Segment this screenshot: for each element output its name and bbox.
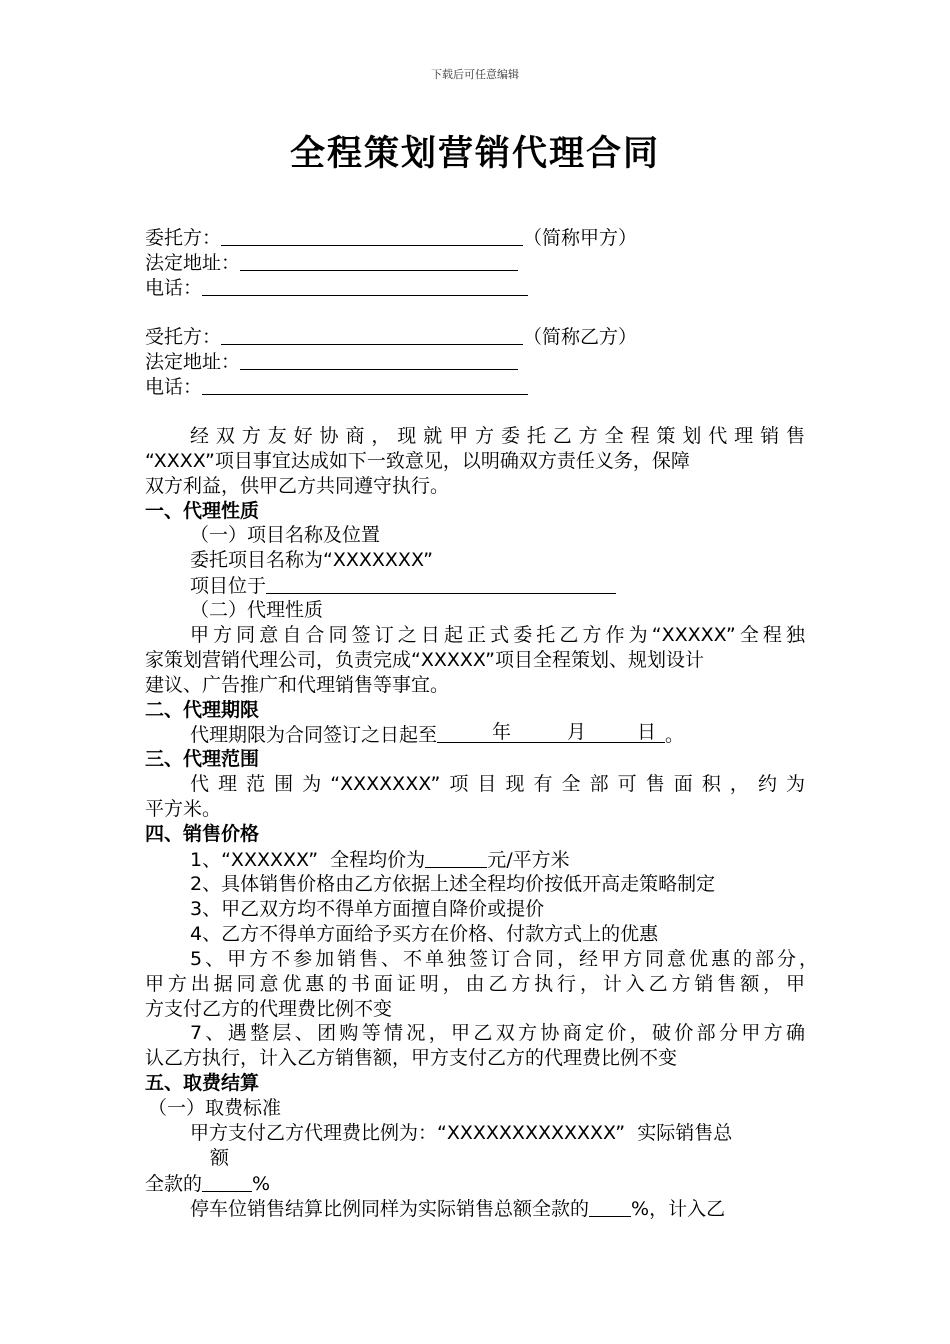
agency-scope-line-2: 平方米。	[145, 798, 222, 820]
agency-nature-line-3: 建议、广告推广和代理销售等事宜。	[145, 674, 450, 696]
agency-nature-line-2: 家策划营销代理公司，负责完成“XXXXX”项目全程策划、规划设计	[145, 649, 704, 671]
parking-rate-blank	[589, 1196, 631, 1217]
section-3-heading: 三、代理范围	[145, 748, 260, 770]
fee-rate-prefix: 全款的	[145, 1173, 203, 1195]
party-b-phone-line	[145, 374, 528, 400]
party-b-line	[145, 324, 637, 350]
price-item-2: 2、具体销售价格由乙方依据上述全程均价按低开高走策略制定	[190, 873, 716, 895]
section-4-heading: 四、销售价格	[145, 823, 260, 845]
project-name-line: 委托项目名称为“XXXXXXX”	[190, 549, 434, 571]
section-1-sub-2: （二）代理性质	[190, 599, 324, 621]
party-a-phone-blank	[202, 275, 528, 296]
agency-term-date-blank	[437, 722, 665, 743]
price-item-5-line-1: 5、甲方不参加销售、不单独签订合同，经甲方同意优惠的部分，	[190, 948, 818, 970]
fee-rate-line-2: 额	[210, 1147, 230, 1169]
party-a-phone-label: 电话：	[145, 277, 203, 299]
price-item-1-text: 1、“XXXXXX” 全程均价为	[190, 849, 426, 871]
party-a-line	[145, 225, 637, 251]
section-2-heading: 二、代理期限	[145, 699, 260, 721]
price-item-1	[190, 847, 570, 873]
parking-line	[190, 1196, 725, 1222]
price-item-7-line-2: 认乙方执行，计入乙方销售额，甲方支付乙方的代理费比例不变	[145, 1047, 678, 1069]
party-b-phone-label: 电话：	[145, 376, 203, 398]
fee-rate-blank	[202, 1171, 252, 1192]
intro-line-2: “XXXX”项目事宜达成如下一致意见，以明确双方责任义务，保障	[145, 450, 690, 472]
intro-line-1: 经双方友好协商，现就甲方委托乙方全程策划代理销售	[190, 425, 805, 447]
agency-term-text: 代理期限为合同签订之日起至	[190, 724, 438, 746]
party-a-suffix: （简称甲方）	[523, 227, 638, 249]
price-item-3: 3、甲乙双方均不得单方面擅自降价或提价	[190, 898, 545, 920]
agency-term-end: 。	[665, 724, 685, 746]
section-5-heading: 五、取费结算	[145, 1072, 260, 1094]
party-b-blank	[221, 324, 523, 345]
fee-rate-percent: %	[252, 1173, 271, 1195]
party-a-address-blank	[240, 250, 518, 271]
project-location-label: 项目位于	[190, 575, 267, 597]
document-title: 全程策划营销代理合同	[289, 134, 660, 174]
intro-line-3: 双方利益，供甲乙方共同遵守执行。	[145, 475, 450, 497]
price-item-4: 4、乙方不得单方面给予买方在价格、付款方式上的优惠	[190, 923, 659, 945]
party-a-address-line	[145, 250, 518, 276]
parking-text-end: %，计入乙	[631, 1198, 726, 1220]
header-note: 下载后可任意编辑	[431, 68, 519, 81]
price-item-1-unit: 元/平方米	[487, 849, 570, 871]
party-b-phone-blank	[202, 374, 528, 395]
section-5-sub-1: （一）取费标准	[148, 1097, 282, 1119]
parking-text: 停车位销售结算比例同样为实际销售总额全款的	[190, 1198, 590, 1220]
day-label: 日	[637, 721, 657, 743]
party-a-blank	[221, 225, 523, 246]
project-location-line	[190, 573, 616, 599]
fee-rate-line-1: 甲方支付乙方代理费比例为：“XXXXXXXXXXXXX” 实际销售总	[190, 1122, 733, 1144]
party-b-label: 受托方：	[145, 326, 222, 348]
project-location-blank	[266, 573, 616, 594]
party-a-phone-line	[145, 275, 528, 301]
party-a-label: 委托方：	[145, 227, 222, 249]
average-price-blank	[425, 847, 487, 868]
party-b-address-label: 法定地址：	[145, 351, 241, 373]
party-b-suffix: （简称乙方）	[523, 326, 638, 348]
month-label: 月	[567, 721, 587, 743]
party-a-address-label: 法定地址：	[145, 252, 241, 274]
party-b-address-line	[145, 349, 518, 375]
fee-rate-line-3	[145, 1171, 270, 1197]
agency-scope-line-1: 代理范围为“XXXXXXX”项目现有全部可售面积，约为	[190, 773, 805, 795]
price-item-5-line-2: 甲方出据同意优惠的书面证明，由乙方执行，计入乙方销售额，甲	[145, 973, 805, 995]
price-item-7-line-1: 7、遇整层、团购等情况，甲乙双方协商定价，破价部分甲方确	[190, 1022, 805, 1044]
year-label: 年	[492, 721, 512, 743]
section-1-heading: 一、代理性质	[145, 500, 260, 522]
agency-nature-line-1: 甲方同意自合同签订之日起正式委托乙方作为“XXXXX”全程独	[190, 624, 805, 646]
section-1-sub-1: （一）项目名称及位置	[190, 524, 381, 546]
price-item-5-line-3: 方支付乙方的代理费比例不变	[145, 998, 393, 1020]
agency-term-line	[190, 722, 684, 748]
party-b-address-blank	[240, 349, 518, 370]
